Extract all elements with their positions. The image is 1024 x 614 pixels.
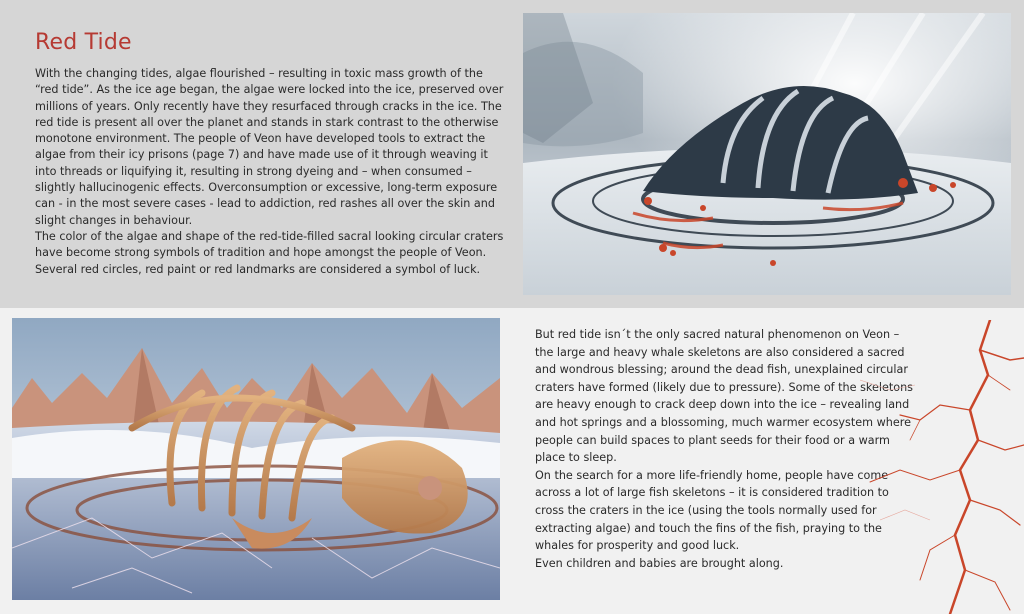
whale-wreck-artwork <box>523 13 1011 295</box>
intro-paragraph: The color of the algae and shape of the red-tide-filled sacral looking circular craters have become strong symbols of tradition and hope amongst the people of Veon. Several red circles, red paint or red landmarks are considered a symbol of luck. <box>35 229 504 276</box>
sacred-paragraph: Even children and babies are brought along. <box>535 556 784 570</box>
page-title: Red Tide <box>35 30 132 55</box>
whale-skeleton-artwork <box>12 318 500 600</box>
sacred-text <box>535 326 915 572</box>
sacred-paragraph: On the search for a more life-friendly home, people have come across a lot of large fish skeletons – it is considered tradition to cross the craters in the ice (using the tools normally used for extracting algae) and touch the fins of the fish, praying to the whales for prosperity and good luck. <box>535 468 889 553</box>
intro-text <box>35 66 505 278</box>
sacred-paragraph: But red tide isn´t the only sacred natural phenomenon on Veon – the large and heavy whale skeletons are also considered a sacred and wondrous blessing; around the dead fish, unexplained circular craters have formed (likely due to pressure). Some of the skeletons are heavy enough to crack deep down into the ice – revealing land and hot springs and a blossoming, much warmer ecosystem where people can build spaces to plant seeds for their food or a warm place to sleep. <box>535 328 914 465</box>
intro-paragraph: With the changing tides, algae flourished – resulting in toxic mass growth of the “red tide”. As the ice age began, the algae were locked into the ice, preserved over millions of years. Only recently have they resurfaced through cracks in the ice. The red tide is present all over the planet and stands in stark contrast to the otherwise monotone environment. The people of Veon have developed tools to extract the algae from their icy prisons (page 7) and have made use of it through weaving it into threads or liquifying it, resulting in strong dyeing and – when consumed – slightly hallucinogenic effects. Overconsumption or excessive, long-term exposure can - in the most severe cases - lead to addiction, red rashes all over the skin and slight changes in behaviour. <box>35 67 504 227</box>
red-cracks-decoration <box>860 320 1024 614</box>
